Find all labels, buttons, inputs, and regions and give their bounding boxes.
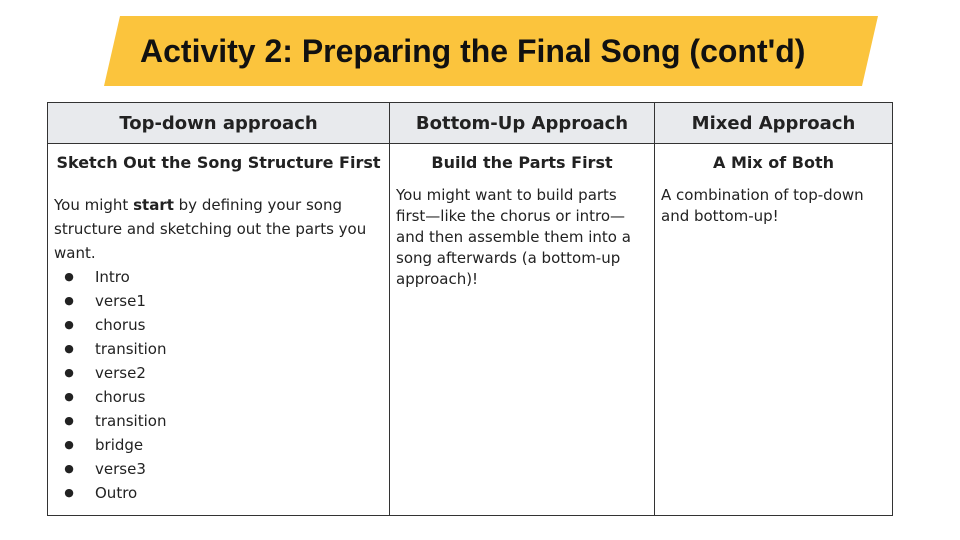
bottom-up-heading: Build the Parts First: [431, 153, 613, 172]
list-item: [48, 313, 389, 337]
table-header-row: [48, 103, 893, 144]
list-item: [48, 385, 389, 409]
intro-text-start: You might: [54, 196, 134, 214]
header-mixed: Mixed Approach: [655, 103, 893, 144]
list-item-label: transition: [95, 340, 167, 358]
intro-bold-word: start: [133, 196, 174, 214]
bottom-up-body: You might want to build parts first—like the chorus or intro—and then assemble them into a song afterwards (a bottom-up approach)!: [396, 186, 631, 288]
mixed-heading: A Mix of Both: [713, 153, 834, 172]
list-item: [48, 265, 389, 289]
cell-bottom-up: [390, 144, 655, 516]
bullet-icon: ●: [64, 486, 74, 499]
list-item: [48, 457, 389, 481]
cell-mixed: [655, 144, 893, 516]
bullet-icon: ●: [64, 342, 74, 355]
bullet-icon: ●: [64, 414, 74, 427]
list-item-label: chorus: [95, 316, 146, 334]
bullet-icon: ●: [64, 318, 74, 331]
list-item-label: verse3: [95, 460, 146, 478]
bullet-icon: ●: [64, 390, 74, 403]
intro-text-end: by defining your song structure and sketching out the parts you want.: [54, 196, 367, 262]
list-item-label: Intro: [95, 268, 130, 286]
top-down-heading: Sketch Out the Song Structure First: [56, 153, 381, 172]
cell-top-down: [48, 144, 390, 516]
bullet-icon: ●: [64, 438, 74, 451]
list-item: [48, 409, 389, 433]
header-top-down: Top-down approach: [48, 103, 390, 144]
list-item: [48, 289, 389, 313]
bullet-icon: ●: [64, 294, 74, 307]
mixed-body: A combination of top-down and bottom-up!: [661, 186, 864, 225]
list-item-label: transition: [95, 412, 167, 430]
bullet-icon: ●: [64, 270, 74, 283]
song-parts-list: [48, 265, 389, 505]
list-item-label: verse2: [95, 364, 146, 382]
list-item-label: chorus: [95, 388, 146, 406]
table-body-row: [48, 144, 893, 516]
list-item: [48, 337, 389, 361]
list-item: [48, 433, 389, 457]
list-item-label: verse1: [95, 292, 146, 310]
bullet-icon: ●: [64, 462, 74, 475]
header-bottom-up: Bottom-Up Approach: [390, 103, 655, 144]
list-item: [48, 481, 389, 505]
approach-table: [47, 102, 893, 516]
list-item-label: Outro: [95, 484, 138, 502]
list-item: [48, 361, 389, 385]
slide-title: Activity 2: Preparing the Final Song (cont'd): [140, 33, 806, 69]
list-item-label: bridge: [95, 436, 144, 454]
bullet-icon: ●: [64, 366, 74, 379]
title-banner: [104, 16, 878, 86]
top-down-intro: [54, 193, 383, 265]
